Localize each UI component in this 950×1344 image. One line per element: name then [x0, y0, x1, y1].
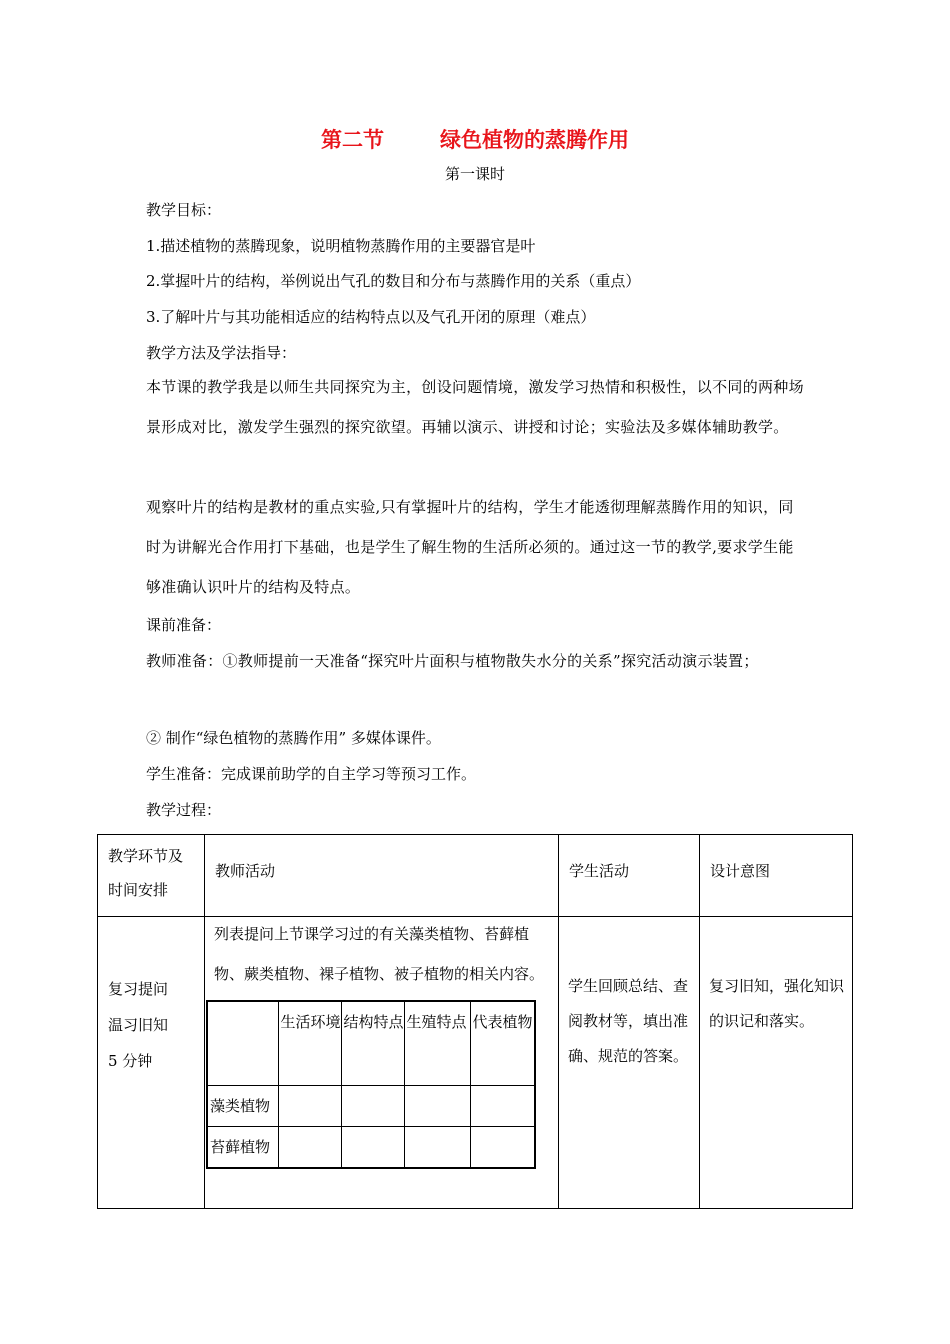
stage-line-3: 5 分钟: [108, 1052, 153, 1070]
goal-item-1: 1.描述植物的蒸腾现象，说明植物蒸腾作用的主要器官是叶: [146, 237, 536, 255]
process-heading: 教学过程：: [146, 801, 222, 819]
design-intent-text: 复习旧知，强化知识的识记和落实。: [709, 977, 845, 1030]
teacher-prep: 教师准备：①教师提前一天准备“探究叶片面积与植物散失水分的关系”探究活动演示装置；: [146, 652, 759, 670]
header-teacher: 教师活动: [205, 835, 559, 917]
title-section: 第二节: [321, 128, 384, 152]
header-intent: 设计意图: [700, 835, 853, 917]
table-row: [98, 917, 853, 1209]
teacher-activity-cell: [205, 917, 559, 1209]
inner-header-habitat: 生活环境: [278, 1001, 341, 1085]
teacher-prep-2: ② 制作“绿色植物的蒸腾作用” 多媒体课件。: [146, 729, 441, 747]
header-student: 学生活动: [559, 835, 700, 917]
inner-cell: [404, 1126, 470, 1168]
methods-paragraph-2: 观察叶片的结构是教材的重点实验,只有掌握叶片的结构，学生才能透彻理解蒸腾作用的知识，同时为讲解光合作用打下基础，也是学生了解生物的生活所必须的。通过这一节的教学,要求学生能够准确认识叶片的结构及特点。: [146, 498, 794, 596]
inner-cell: [341, 1126, 404, 1168]
teacher-activity-text: 列表提问上节课学习过的有关藻类植物、苔藓植物、蕨类植物、裸子植物、被子植物的相关内容。: [214, 925, 545, 983]
stage-line-1: 复习提问: [108, 980, 169, 998]
inner-cell: 藻类植物: [207, 1085, 278, 1126]
inner-header-structure: 结构特点: [341, 1001, 404, 1085]
page-title: [0, 124, 950, 154]
inner-row-algae: [207, 1085, 535, 1126]
stage-line-2: 温习旧知: [108, 1016, 169, 1034]
inner-cell: [341, 1085, 404, 1126]
inner-cell: [470, 1085, 535, 1126]
goal-item-2: 2.掌握叶片的结构，举例说出气孔的数目和分布与蒸腾作用的关系（重点）: [146, 272, 641, 290]
inner-cell: [278, 1126, 341, 1168]
inner-cell: [470, 1126, 535, 1168]
plant-comparison-table: [206, 1000, 536, 1169]
inner-header-row: [207, 1001, 535, 1085]
header-stage: 教学环节及时间安排: [98, 835, 205, 917]
inner-header-reproduction: 生殖特点: [404, 1001, 470, 1085]
inner-cell: [278, 1085, 341, 1126]
design-intent-cell: [700, 917, 853, 1209]
lesson-process-table: [97, 834, 853, 1209]
subtitle: 第一课时: [444, 165, 505, 183]
student-activity-cell: [559, 917, 700, 1209]
prep-heading: 课前准备：: [146, 616, 222, 634]
table-header-row: [98, 835, 853, 917]
inner-header-empty: [207, 1001, 278, 1085]
stage-cell: [98, 917, 205, 1209]
student-activity-text: 学生回顾总结、查阅教材等，填出准确、规范的答案。: [568, 977, 689, 1065]
title-topic: 绿色植物的蒸腾作用: [440, 128, 629, 152]
methods-heading: 教学方法及学法指导：: [146, 344, 297, 362]
student-prep: 学生准备：完成课前助学的自主学习等预习工作。: [146, 765, 477, 783]
goals-heading: 教学目标：: [146, 201, 222, 219]
inner-cell: [404, 1085, 470, 1126]
inner-row-moss: [207, 1126, 535, 1168]
methods-paragraph-1: 本节课的教学我是以师生共同探究为主，创设问题情境，激发学习热情和积极性，以不同的两种场景形成对比，激发学生强烈的探究欲望。再辅以演示、讲授和讨论；实验法及多媒体辅助教学。: [146, 378, 804, 436]
inner-header-representative: 代表植物: [470, 1001, 535, 1085]
inner-cell: 苔藓植物: [207, 1126, 278, 1168]
goal-item-3: 3.了解叶片与其功能相适应的结构特点以及气孔开闭的原理（难点）: [146, 308, 596, 326]
